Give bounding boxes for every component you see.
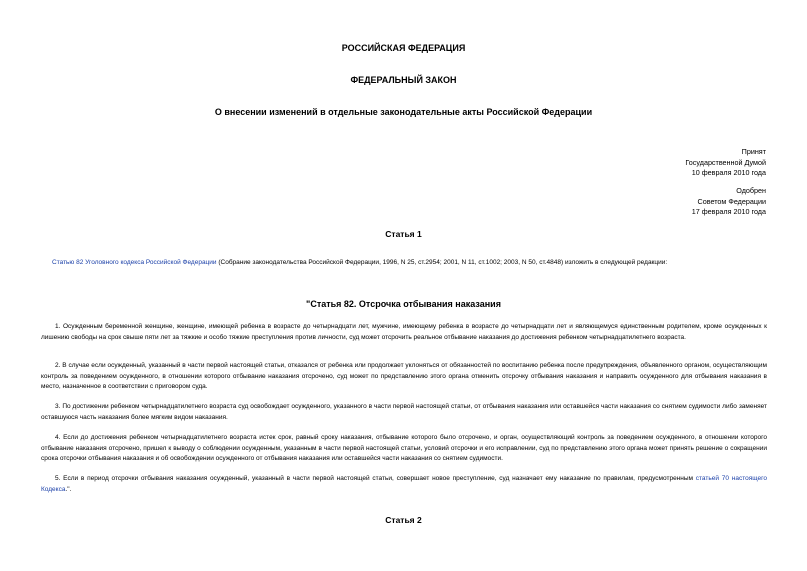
adoption-accepted [685,147,766,179]
law-title: О внесении изменений в отдельные законодательные акты Российской Федерации [214,107,593,117]
criminal-code-link[interactable]: Статью 82 Уголовного кодекса Российской Федерации [52,259,217,266]
paragraph-5 [41,474,767,495]
article-1-text [52,258,772,267]
paragraph-3: 3. По достижении ребенком четырнадцатилетнего возраста суд освобождает осужденного, указанного в части первой настоящей статьи, от отбывания наказания или оставшейся части наказания со снятием судимости либо заменяет оставшуюся часть наказания более мягким видом наказания. [41,403,767,421]
adoption-approved [692,186,766,218]
document-type-heading: ФЕДЕРАЛЬНЫЙ ЗАКОН [350,75,457,85]
accepted-line: 10 февраля 2010 года [691,168,766,177]
paragraph-5-text: 5. Если в период отсрочки отбывания наказания осужденный, указанный в части первой настоящей статьи, совершает новое преступление, суд назначает ему наказание по правилам, предусмотренным [55,475,696,482]
article-1-body: (Собрание законодательства Российской Федерации, 1996, N 25, ст.2954; 2001, N 11, ст.1002; 2003, N 50, ст.4848) изложить в следующей редакции: [216,259,668,266]
article-70-link[interactable]: статьей 70 настоящего Кодекса [41,475,767,493]
accepted-line: Принят [741,147,766,156]
article-1-heading: Статья 1 [385,229,422,239]
article-2-heading: Статья 2 [385,515,422,525]
paragraph-5-end: .". [65,485,72,493]
paragraph-2: 2. В случае если осужденный, указанный в части первой настоящей статьи, отказался от ребенка или продолжает уклоняться от обязанностей по воспитанию ребенка после предупреждения, объявленного органом, осуществляющим контроль за поведением осужденного, в отношении которого отбывание наказания отсрочено, суд может по представлению этого органа отменить отсрочку отбывания наказания и направить осужденного для отбывания наказания в место, назначенное в соответствии с приговором суда. [41,362,767,390]
accepted-line: Государственной Думой [685,157,766,167]
approved-line: Советом Федерации [697,196,766,206]
article-82-heading: "Статья 82. Отсрочка отбывания наказания [306,299,501,309]
approved-line: Одобрен [736,186,766,195]
approved-line: 17 февраля 2010 года [691,207,766,216]
paragraph-1: 1. Осужденным беременной женщине, женщине, имеющей ребенка в возрасте до четырнадцати лет, мужчине, имеющему ребенка в возрасте до четырнадцати лет и являющемуся единственным родителем, кроме осужденных к лишению свободы на срок свыше пяти лет за тяжкие и особо тяжкие преступления против личности, суд может отсрочить реальное отбывание наказания до достижения ребенком четырнадцатилетнего возраста. [41,323,767,341]
country-heading: РОССИЙСКАЯ ФЕДЕРАЦИЯ [341,43,466,53]
paragraph-4: 4. Если до достижения ребенком четырнадцатилетнего возраста истек срок, равный сроку наказания, отбывание которого было отсрочено, и орган, осуществляющий контроль за поведением осужденного, в отношении которого отбывание наказания отсрочено, пришел к выводу о соблюдении осужденным, указанным в части первой настоящей статьи, условий отсрочки и его исправлении, суд по представлению этого органа может принять решение о сокращении срока отсрочки отбывания наказания и об освобождении осужденного от отбывания наказания или оставшейся части наказания со снятием судимости. [41,434,767,462]
